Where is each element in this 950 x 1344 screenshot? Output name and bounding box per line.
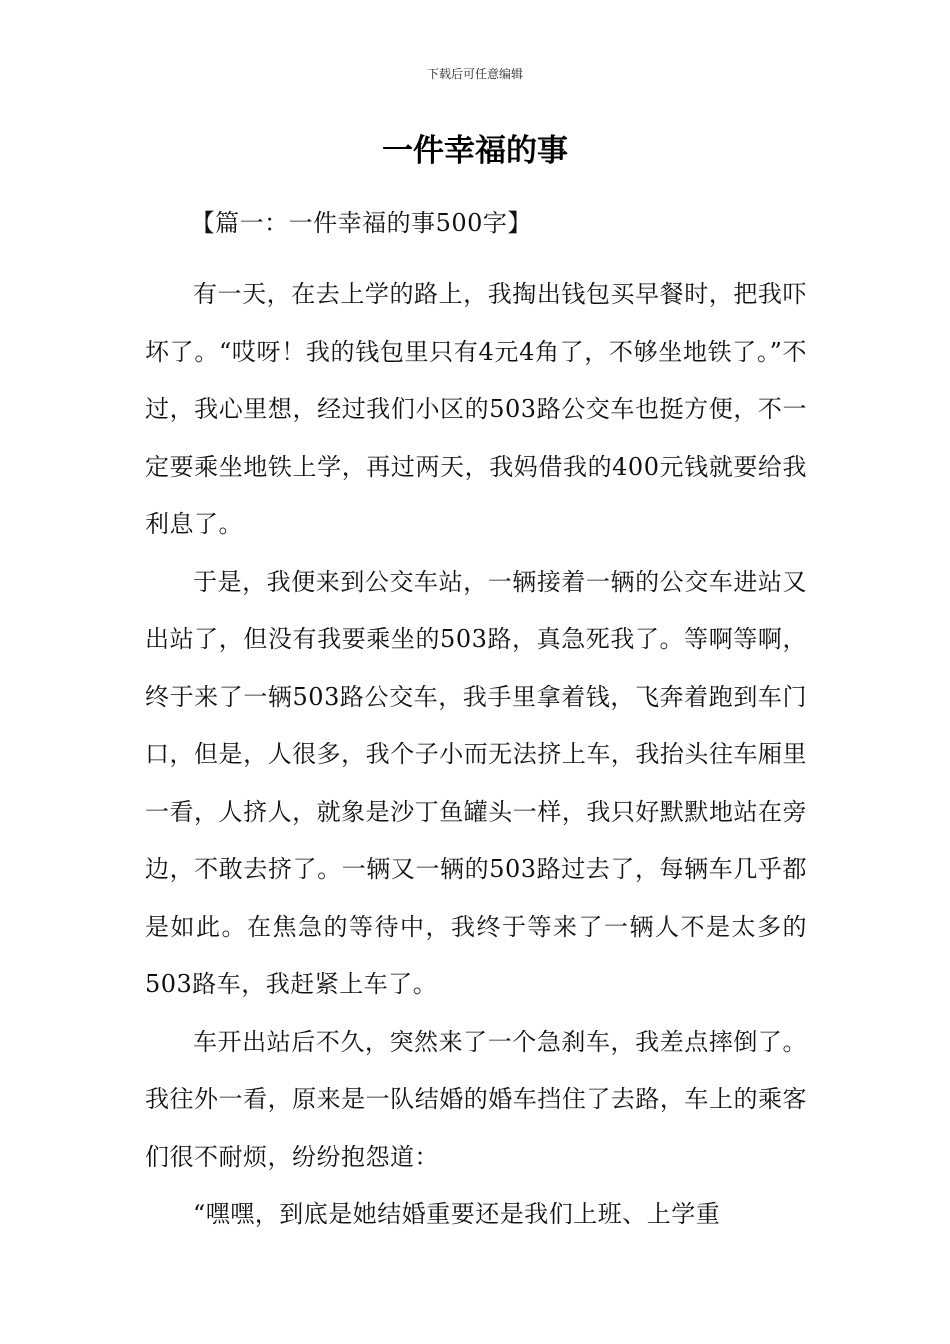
section-heading: 【篇一：一件幸福的事500字】 — [190, 209, 532, 237]
paragraph: 有一天，在去上学的路上，我掏出钱包买早餐时，把我吓坏了。“哎呀！我的钱包里只有4元4角了，不够坐地铁了。”不过，我心里想，经过我们小区的503路公交车也挺方便，不一定要乘坐地铁上学，再过两天，我妈借我的400元钱就要给我利息了。 — [145, 280, 807, 538]
page-header: 下载后可任意编辑 — [426, 67, 523, 81]
paragraph: “嘿嘿，到底是她结婚重要还是我们上班、上学重 — [193, 1200, 721, 1228]
document-body — [145, 194, 807, 1244]
document-title: 一件幸福的事 — [382, 133, 568, 169]
paragraph: 车开出站后不久，突然来了一个急刹车，我差点摔倒了。我往外一看，原来是一队结婚的婚车挡住了去路，车上的乘客们很不耐烦，纷纷抱怨道： — [145, 1027, 807, 1171]
paragraph: 于是，我便来到公交车站，一辆接着一辆的公交车进站又出站了，但没有我要乘坐的503路，真急死我了。等啊等啊，终于来了一辆503路公交车，我手里拿着钱，飞奔着跑到车门口，但是，人很多，我个子小而无法挤上车，我抬头往车厢里一看，人挤人，就象是沙丁鱼罐头一样，我只好默默地站在旁边，不敢去挤了。一辆又一辆的503路过去了，每辆车几乎都是如此。在焦急的等待中，我终于等来了一辆人不是太多的503路车，我赶紧上车了。 — [145, 567, 807, 998]
